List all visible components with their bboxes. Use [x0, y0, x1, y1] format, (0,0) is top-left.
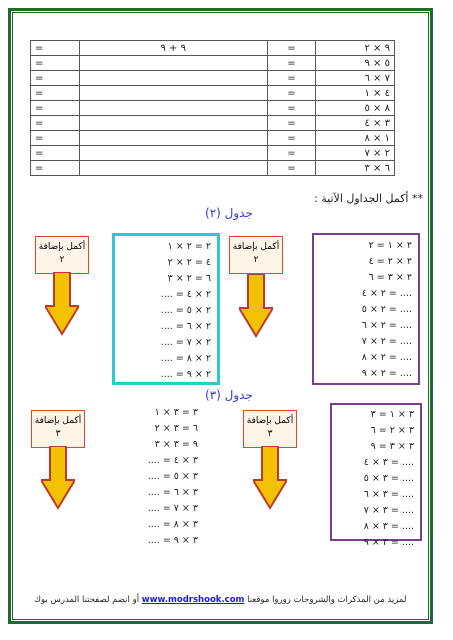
add-3-label-right	[243, 410, 297, 448]
add-label-text: أكمل بإضافة	[232, 242, 280, 252]
addition-cell	[79, 71, 267, 86]
list-item: .... = ٢ × ٦	[160, 321, 211, 332]
list-item: ٣ × ١ = ٣	[370, 409, 414, 420]
list-item: .... = ٢ × ٩	[160, 369, 211, 380]
down-arrow-icon	[239, 274, 273, 338]
result-equals: =	[31, 86, 80, 101]
table2-left-box	[112, 233, 220, 385]
list-item: ٣ × ٩ = ....	[363, 537, 414, 548]
list-item: .... = ٣ × ٧	[147, 503, 198, 514]
down-arrow-icon	[41, 446, 75, 510]
addition-cell	[79, 101, 267, 116]
list-item: ٢ × ٤ = ....	[361, 288, 412, 299]
add-label-text: أكمل بإضافة	[34, 416, 82, 426]
list-item: .... = ٢ × ٨	[160, 353, 211, 364]
footer-text: لمزيد من المذكرات والشروحات زوروا موقعنا	[247, 595, 407, 605]
table3-left-box	[112, 403, 204, 546]
list-item: .... = ٣ × ٦	[147, 487, 198, 498]
equals-cell: =	[267, 101, 316, 116]
addition-cell	[79, 131, 267, 146]
addition-cell	[79, 86, 267, 101]
result-equals: =	[31, 71, 80, 86]
addition-cell	[79, 161, 267, 176]
list-item: ٣ × ٥ = ....	[363, 473, 414, 484]
add-label-text: أكمل بإضافة	[38, 242, 86, 252]
list-item: ٣ × ٣ = ٩	[370, 441, 414, 452]
list-item: ٢ × ٨ = ....	[361, 352, 412, 363]
table-row	[31, 86, 395, 101]
list-item: ٣ × ٢ = ٦	[370, 425, 414, 436]
table-row	[31, 71, 395, 86]
add-label-number: ٣	[267, 429, 273, 439]
list-item: .... = ٣ × ٥	[147, 471, 198, 482]
list-item: ٣ × ٨ = ....	[363, 521, 414, 532]
add-label-number: ٢	[59, 255, 65, 265]
result-equals: =	[31, 56, 80, 71]
list-item: ٣ × ٧ = ....	[363, 505, 414, 516]
table-row	[31, 41, 395, 56]
list-item: ٦ = ٢ × ٣	[167, 273, 211, 284]
addition-cell	[79, 146, 267, 161]
instruction-heading: ** أكمل الجداول الآتية :	[314, 192, 423, 205]
list-item: ٣ = ٣ × ١	[154, 407, 198, 418]
list-item: .... = ٣ × ٨	[147, 519, 198, 530]
result-equals: =	[31, 146, 80, 161]
down-arrow-icon	[45, 272, 79, 336]
addition-cell	[79, 116, 267, 131]
table-row	[31, 56, 395, 71]
multiplication-cell: ١ × ٨	[316, 131, 395, 146]
list-item: .... = ٢ × ٤	[160, 289, 211, 300]
result-equals: =	[31, 116, 80, 131]
list-item: ٢ × ٢ = ٤	[368, 256, 412, 267]
table-row	[31, 146, 395, 161]
equals-cell: =	[267, 56, 316, 71]
list-item: ٦ = ٣ × ٢	[154, 423, 198, 434]
multiplication-cell: ٨ × ٥	[316, 101, 395, 116]
result-equals: =	[31, 131, 80, 146]
list-item: ٢ × ٥ = ....	[361, 304, 412, 315]
equals-cell: =	[267, 161, 316, 176]
add-3-label-left	[31, 410, 85, 448]
multiplication-cell: ٢ × ٧	[316, 146, 395, 161]
multiplication-cell: ٤ × ١	[316, 86, 395, 101]
list-item: ٤ = ٢ × ٢	[167, 257, 211, 268]
multiplication-cell: ٦ × ٣	[316, 161, 395, 176]
equals-cell: =	[267, 116, 316, 131]
practice-table	[30, 40, 395, 176]
table-row	[31, 161, 395, 176]
list-item: ٢ × ٣ = ٦	[368, 272, 412, 283]
list-item: ٢ × ٧ = ....	[361, 336, 412, 347]
add-2-label-left	[35, 236, 89, 274]
equals-cell: =	[267, 71, 316, 86]
table2-title: جدول (٢)	[205, 206, 253, 220]
list-item: .... = ٣ × ٩	[147, 535, 198, 546]
equals-cell: =	[267, 146, 316, 161]
list-item: .... = ٢ × ٥	[160, 305, 211, 316]
table3-right-box	[330, 403, 422, 548]
list-item: ٢ × ٩ = ....	[361, 368, 412, 379]
list-item: .... = ٣ × ٤	[147, 455, 198, 466]
footer-text-after: أو انضم لصفحتنا المدرس بوك	[34, 595, 140, 605]
footer	[34, 595, 414, 605]
table-row	[31, 131, 395, 146]
equals-cell: =	[267, 131, 316, 146]
down-arrow-icon	[253, 446, 287, 510]
list-item: ٢ × ٦ = ....	[361, 320, 412, 331]
result-equals: =	[31, 101, 80, 116]
result-equals: =	[31, 161, 80, 176]
addition-cell: ٩ + ٩	[79, 41, 267, 56]
multiplication-cell: ٧ × ٦	[316, 71, 395, 86]
add-label-number: ٢	[253, 255, 259, 265]
add-label-text: أكمل بإضافة	[246, 416, 294, 426]
list-item: ٢ × ١ = ٢	[368, 240, 412, 251]
list-item: .... = ٢ × ٧	[160, 337, 211, 348]
equals-cell: =	[267, 86, 316, 101]
table-row	[31, 101, 395, 116]
list-item: ٣ × ٦ = ....	[363, 489, 414, 500]
list-item: ٣ × ٤ = ....	[363, 457, 414, 468]
add-2-label-right	[229, 236, 283, 274]
list-item: ٩ = ٣ × ٣	[154, 439, 198, 450]
add-label-number: ٣	[55, 429, 61, 439]
multiplication-cell: ٣ × ٤	[316, 116, 395, 131]
addition-cell	[79, 56, 267, 71]
result-equals: =	[31, 41, 80, 56]
equals-cell: =	[267, 41, 316, 56]
table2-right-box	[312, 233, 420, 385]
list-item: ٢ = ٢ × ١	[167, 241, 211, 252]
website-link[interactable]: www.modrshook.com	[141, 595, 245, 605]
multiplication-cell: ٥ × ٩	[316, 56, 395, 71]
table-row	[31, 116, 395, 131]
table3-title: جدول (٣)	[205, 388, 253, 402]
multiplication-cell: ٩ × ٢	[316, 41, 395, 56]
